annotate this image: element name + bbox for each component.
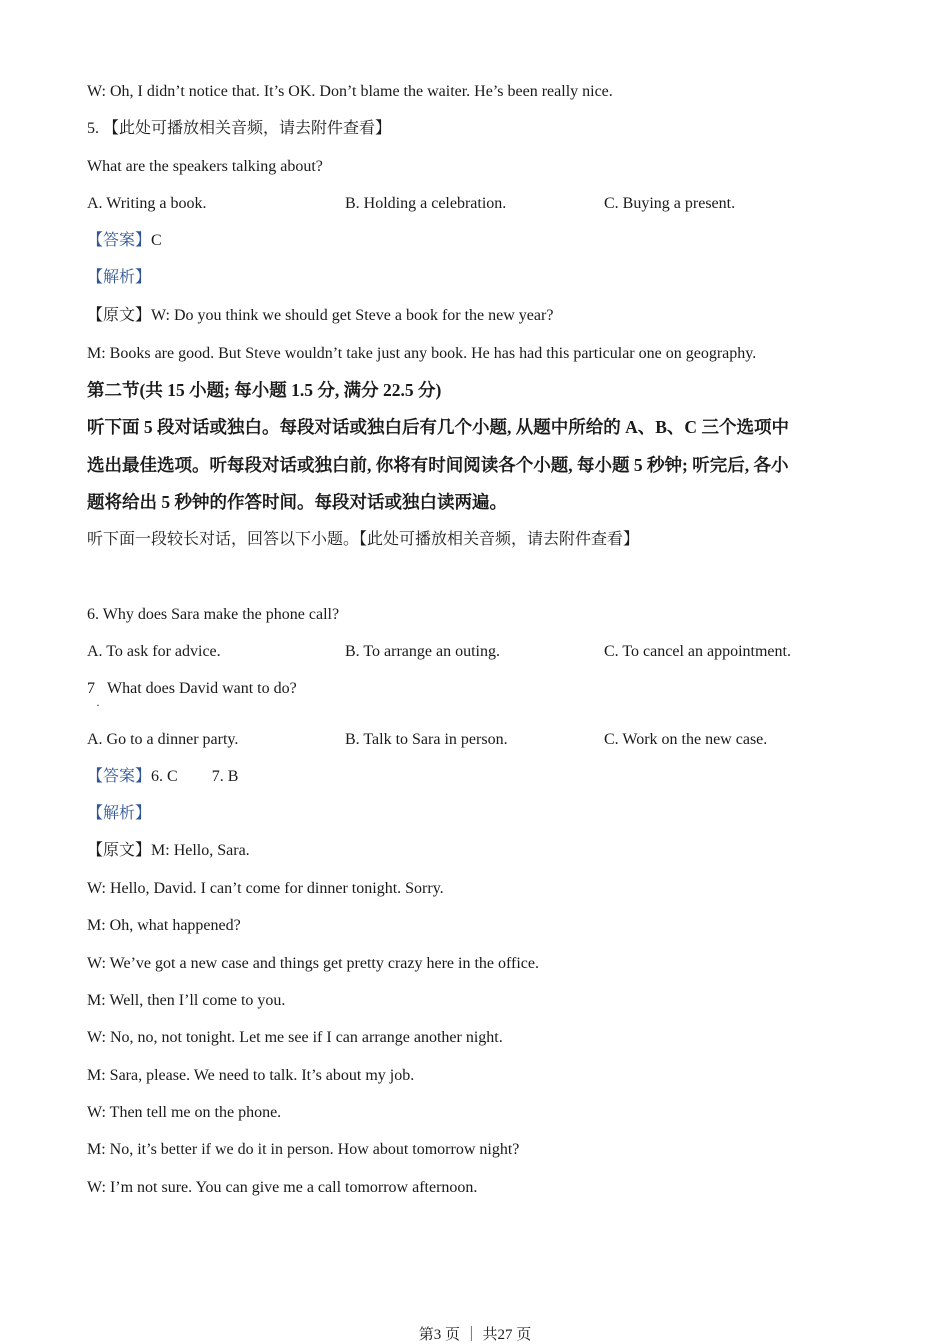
question-number-dot: · <box>96 698 100 712</box>
question-5-text: What are the speakers talking about? <box>87 158 323 175</box>
original-text: W: Do you think we should get Steve a book for the new year? <box>151 307 554 324</box>
answer-value: C <box>151 232 162 249</box>
answer-row <box>87 231 162 251</box>
dialog-line: W: Oh, I didn’t notice that. It’s OK. Don’t blame the waiter. He’s been really nice. <box>87 83 613 100</box>
answer-label: 【答案】 <box>87 768 152 785</box>
question-5-header <box>87 119 391 139</box>
answer-value: 7. B <box>211 768 239 785</box>
q5-option-c: C. Buying a present. <box>604 195 736 212</box>
q6-option-b: B. To arrange an outing. <box>345 643 500 660</box>
question-number: 5. <box>87 120 99 137</box>
answer-value: 6. C <box>151 768 178 785</box>
original-label: 【原文】 <box>87 842 152 859</box>
q7-option-b: B. Talk to Sara in person. <box>345 731 508 748</box>
original-text: M: Hello, Sara. <box>151 842 250 859</box>
dialog-line: W: I’m not sure. You can give me a call tomorrow afternoon. <box>87 1179 478 1196</box>
question-text: What does David want to do? <box>107 680 297 697</box>
dialog-line: W: No, no, not tonight. Let me see if I can arrange another night. <box>87 1029 503 1046</box>
dialog-line: M: Sara, please. We need to talk. It’s about my job. <box>87 1067 415 1084</box>
original-text-row <box>87 841 250 861</box>
dialog-line: W: Then tell me on the phone. <box>87 1104 282 1121</box>
q6-option-a: A. To ask for advice. <box>87 643 221 660</box>
dialog-line: M: Books are good. But Steve wouldn’t take just any book. He has had this particular one on geography. <box>87 345 757 362</box>
question-6-text: 6. Why does Sara make the phone call? <box>87 606 340 623</box>
question-7-text <box>87 679 297 699</box>
long-dialog-instruction: 听下面一段较长对话，回答以下小题。【此处可播放相关音频，请去附件查看】 <box>87 531 640 548</box>
q7-option-c: C. Work on the new case. <box>604 731 768 748</box>
q5-option-b: B. Holding a celebration. <box>345 195 507 212</box>
instruction-line: 选出最佳选项。听每段对话或独白前, 你将有时间阅读各个小题, 每小题 5 秒钟; 听完后, 各小 <box>87 455 789 475</box>
dialog-line: M: Well, then I’ll come to you. <box>87 992 286 1009</box>
page-footer: 第3 页 ｜ 共27 页 <box>418 1327 532 1343</box>
question-number: 7 <box>87 680 95 697</box>
instruction-line: 听下面 5 段对话或独白。每段对话或独白后有几个小题, 从题中所给的 A、B、C 三个选项中 <box>87 417 789 437</box>
q5-option-a: A. Writing a book. <box>87 195 207 212</box>
section-title: 第二节(共 15 小题; 每小题 1.5 分, 满分 22.5 分) <box>87 380 442 400</box>
analysis-label: 【解析】 <box>87 269 152 286</box>
answer-row <box>87 767 238 787</box>
dialog-line: M: Oh, what happened? <box>87 917 241 934</box>
analysis-label: 【解析】 <box>87 805 152 822</box>
dialog-line: W: We’ve got a new case and things get pretty crazy here in the office. <box>87 955 540 972</box>
original-text-row <box>87 306 553 326</box>
q7-option-a: A. Go to a dinner party. <box>87 731 239 748</box>
q6-option-c: C. To cancel an appointment. <box>604 643 791 660</box>
instruction-line: 题将给出 5 秒钟的作答时间。每段对话或独白读两遍。 <box>87 492 507 512</box>
answer-label: 【答案】 <box>87 232 152 249</box>
dialog-line: M: No, it’s better if we do it in person. How about tomorrow night? <box>87 1141 520 1158</box>
original-label: 【原文】 <box>87 307 152 324</box>
dialog-line: W: Hello, David. I can’t come for dinner tonight. Sorry. <box>87 880 444 897</box>
audio-placeholder: 【此处可播放相关音频，请去附件查看】 <box>103 120 392 137</box>
